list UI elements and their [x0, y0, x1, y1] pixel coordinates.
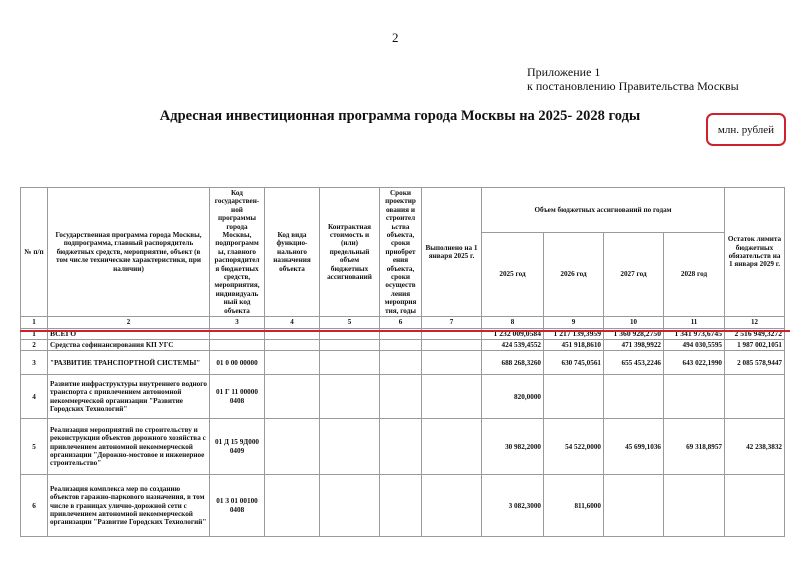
- red-underline-mark: [20, 330, 790, 332]
- appendix-line-2: к постановлению Правительства Москвы: [527, 79, 739, 93]
- row-number: 4: [21, 375, 48, 419]
- header-remainder: Остаток лимита бюджетных обязательств на 1 января 2029 г.: [725, 188, 785, 317]
- row-contract: [320, 419, 380, 475]
- column-number: 8: [482, 317, 544, 328]
- row-code: 01 З 01 00100 0408: [210, 475, 265, 537]
- row-2028: 1 341 973,6745: [664, 328, 725, 339]
- row-2028: [664, 375, 725, 419]
- header-contract: Контрактная стоимость и (или) предельный объем бюджетных ассигнований: [320, 188, 380, 317]
- header-terms: Сроки проектир ования и строител ьства объекта, сроки приобрет ения объекта, сроки осуществ ления мероприя тия, годы: [380, 188, 422, 317]
- row-code: 01 Д 15 9Д000 0409: [210, 419, 265, 475]
- row-2027: 655 453,2246: [604, 351, 664, 375]
- column-number: 9: [544, 317, 604, 328]
- row-name: Реализация комплекса мер по созданию объектов гаражно-паркового назначения, в том числе в границах улично-дорожной сети с привлечением автономной некоммерческой организации "Развитие Городских Технологий": [48, 475, 210, 537]
- row-remainder: [725, 375, 785, 419]
- row-contract: [320, 339, 380, 350]
- row-2025: 688 268,3260: [482, 351, 544, 375]
- row-2028: [664, 475, 725, 537]
- header-done: Выполнено на 1 января 2025 г.: [422, 188, 482, 317]
- units-label: [706, 113, 786, 146]
- column-number: 11: [664, 317, 725, 328]
- header-2028: 2028 год: [664, 233, 725, 317]
- row-func: [265, 339, 320, 350]
- column-number: 10: [604, 317, 664, 328]
- header-budget-group: Объем бюджетных ассигнований по годам: [482, 188, 725, 233]
- column-number: 4: [265, 317, 320, 328]
- header-2027: 2027 год: [604, 233, 664, 317]
- row-number: 2: [21, 339, 48, 350]
- row-number: 6: [21, 475, 48, 537]
- row-terms: [380, 339, 422, 350]
- row-2025: 424 539,4552: [482, 339, 544, 350]
- row-2026: 451 918,8610: [544, 339, 604, 350]
- table-row: [21, 351, 785, 375]
- row-number: 3: [21, 351, 48, 375]
- row-2027: 45 699,1036: [604, 419, 664, 475]
- column-number: 1: [21, 317, 48, 328]
- row-done: [422, 475, 482, 537]
- header-code: Код государствен-ной программы города Москвы, подпрограмм ы, главного распорядител я бюджетных средств, мероприятия, индивидуаль ный код объекта: [210, 188, 265, 317]
- row-remainder: 2 516 949,3272: [725, 328, 785, 339]
- row-2028: 643 022,1990: [664, 351, 725, 375]
- column-number: 3: [210, 317, 265, 328]
- header-num: № п/п: [21, 188, 48, 317]
- column-number: 12: [725, 317, 785, 328]
- row-func: [265, 351, 320, 375]
- row-2026: 630 745,0561: [544, 351, 604, 375]
- row-remainder: 42 238,3832: [725, 419, 785, 475]
- appendix-note: [527, 65, 739, 93]
- row-func: [265, 375, 320, 419]
- row-done: [422, 375, 482, 419]
- row-2027: 471 398,9922: [604, 339, 664, 350]
- row-func: [265, 419, 320, 475]
- row-terms: [380, 475, 422, 537]
- column-number: 2: [48, 317, 210, 328]
- row-code: 01 0 00 00000: [210, 351, 265, 375]
- row-name: "РАЗВИТИЕ ТРАНСПОРТНОЙ СИСТЕМЫ": [48, 351, 210, 375]
- appendix-line-1: Приложение 1: [527, 65, 601, 79]
- table-row: [21, 475, 785, 537]
- header-func-code: Код вида функцио-нального назначения объекта: [265, 188, 320, 317]
- header-program: Государственная программа города Москвы, подпрограмма, главный распорядитель бюджетных средств, мероприятие, объект (в том числе технические характеристики, при наличии): [48, 188, 210, 317]
- row-func: [265, 475, 320, 537]
- row-name: Реализация мероприятий по строительству и реконструкции объектов дорожного хозяйства с привлечением автономной некоммерческой организации "Дорожно-мостовое и инженерное строительство": [48, 419, 210, 475]
- row-remainder: 2 085 578,9447: [725, 351, 785, 375]
- row-name: ВСЕГО: [48, 328, 210, 339]
- row-2026: 54 522,0000: [544, 419, 604, 475]
- row-2025: 820,0000: [482, 375, 544, 419]
- row-2026: 811,6000: [544, 475, 604, 537]
- row-terms: [380, 419, 422, 475]
- row-2028: 69 318,8957: [664, 419, 725, 475]
- row-remainder: [725, 475, 785, 537]
- header-2025: 2025 год: [482, 233, 544, 317]
- page-number: 2: [392, 30, 399, 45]
- row-name: Развитие инфраструктуры внутреннего водного транспорта с привлечением автономной некоммерческой организации "Развитие Городских Технологий": [48, 375, 210, 419]
- row-code: [210, 339, 265, 350]
- row-done: [422, 419, 482, 475]
- row-2025: 3 082,3000: [482, 475, 544, 537]
- row-2025: 1 232 009,0584: [482, 328, 544, 339]
- table-row: [21, 339, 785, 350]
- row-2025: 30 982,2000: [482, 419, 544, 475]
- row-number: 1: [21, 328, 48, 339]
- row-terms: [380, 351, 422, 375]
- units-text: млн. рублей: [717, 123, 775, 136]
- document-title: Адресная инвестиционная программа города Москвы на 2025- 2028 годы: [159, 108, 641, 124]
- row-terms: [380, 375, 422, 419]
- table-row: [21, 375, 785, 419]
- row-2027: 1 360 928,2750: [604, 328, 664, 339]
- column-number: 5: [320, 317, 380, 328]
- row-2026: [544, 375, 604, 419]
- column-number: 7: [422, 317, 482, 328]
- row-remainder: 1 987 002,1051: [725, 339, 785, 350]
- row-2026: 1 217 139,3959: [544, 328, 604, 339]
- row-contract: [320, 375, 380, 419]
- row-contract: [320, 351, 380, 375]
- row-2027: [604, 475, 664, 537]
- row-2027: [604, 375, 664, 419]
- row-name: Средства софинансирования КП УГС: [48, 339, 210, 350]
- header-2026: 2026 год: [544, 233, 604, 317]
- row-number: 5: [21, 419, 48, 475]
- row-contract: [320, 475, 380, 537]
- column-number: 6: [380, 317, 422, 328]
- table-row: [21, 419, 785, 475]
- row-done: [422, 339, 482, 350]
- investment-program-table: [20, 187, 785, 537]
- column-number-row: [21, 317, 785, 328]
- row-done: [422, 351, 482, 375]
- row-code: 01 Г 11 00000 0408: [210, 375, 265, 419]
- row-2028: 494 030,5595: [664, 339, 725, 350]
